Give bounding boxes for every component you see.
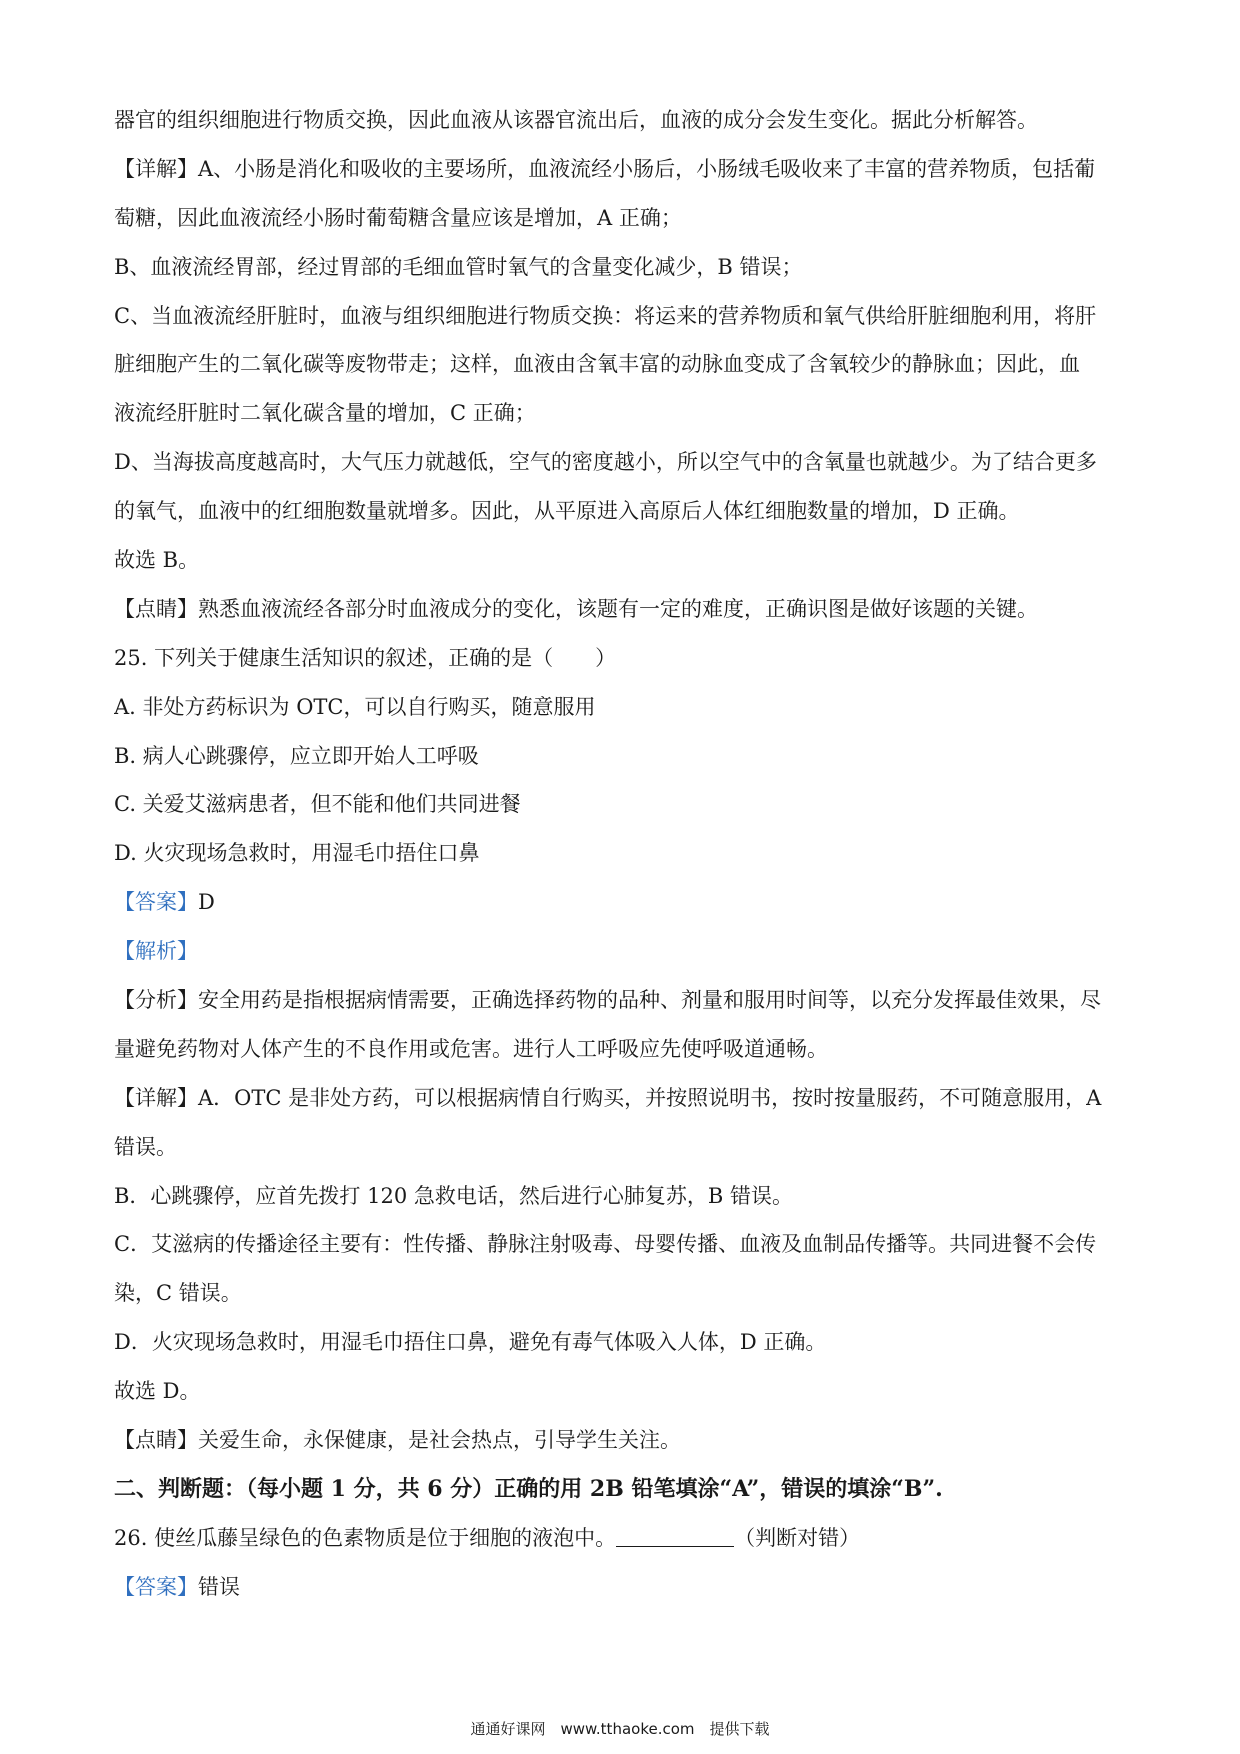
text-line: 【详解】A．OTC 是非处方药，可以根据病情自行购买，并按照说明书，按时按量服药，不可随意服用，A (114, 1085, 1102, 1110)
analysis-tag: 【解析】 (114, 939, 198, 964)
document-body (114, 96, 1130, 1612)
page-footer: 通通好课网 www.tthaoke.com 提供下载 (470, 1720, 770, 1738)
question-26-text: 26. 使丝瓜藤呈绿色的色素物质是位于细胞的液泡中。 (114, 1525, 617, 1550)
question-26-suffix: （判断对错） (734, 1525, 861, 1550)
analysis-tag-line (114, 927, 1130, 976)
text-line: 错误。 (114, 1134, 177, 1159)
text-line: D、当海拔高度越高时，大气压力就越低，空气的密度越小，所以空气中的含氧量也就越少。为了结合更多 (114, 450, 1097, 475)
text-line: 萄糖，因此血液流经小肠时葡萄糖含量应该是增加，A 正确； (114, 205, 682, 230)
text-line: B．心跳骤停，应首先拨打 120 急救电话，然后进行心肺复苏，B 错误。 (114, 1183, 793, 1208)
text-line: 故选 D。 (114, 1379, 201, 1404)
option-a: A. 非处方药标识为 OTC，可以自行购买，随意服用 (114, 694, 596, 719)
question-26 (114, 1514, 1130, 1563)
text-line: D．火灾现场急救时，用湿毛巾捂住口鼻，避免有毒气体吸入人体，D 正确。 (114, 1330, 827, 1355)
option-d: D. 火灾现场急救时，用湿毛巾捂住口鼻 (114, 841, 480, 866)
text-line: B、血液流经胃部，经过胃部的毛细血管时氧气的含量变化减少，B 错误； (114, 254, 803, 279)
text-line: 【详解】A、小肠是消化和吸收的主要场所，血液流经小肠后，小肠绒毛吸收来了丰富的营养物质，包括葡 (114, 156, 1096, 181)
text-line: 器官的组织细胞进行物质交换，因此血液从该器官流出后，血液的成分会发生变化。据此分析解答。 (114, 108, 1038, 132)
text-line: 【点睛】熟悉血液流经各部分时血液成分的变化，该题有一定的难度，正确识图是做好该题的关键。 (114, 596, 1038, 621)
text-line: 【分析】安全用药是指根据病情需要，正确选择药物的品种、剂量和服用时间等，以充分发挥最佳效果，尽 (114, 988, 1101, 1013)
text-line: 染，C 错误。 (114, 1281, 242, 1306)
option-b: B. 病人心跳骤停，应立即开始人工呼吸 (114, 743, 479, 768)
answer-tag: 【答案】 (114, 890, 198, 915)
answer-value: D (198, 890, 215, 915)
answer-line-25 (114, 878, 1130, 927)
section-heading: 二、判断题：（每小题 1 分，共 6 分）正确的用 2B 铅笔填涂“A”，错误的填涂“B”. (114, 1475, 943, 1502)
text-line: 的氧气，血液中的红细胞数量就增多。因此，从平原进入高原后人体红细胞数量的增加，D 正确。 (114, 499, 1020, 524)
text-line: 故选 B。 (114, 548, 200, 573)
question-25: 25. 下列关于健康生活知识的叙述，正确的是（ ） (114, 645, 617, 670)
answer-value: 错误 (198, 1574, 240, 1599)
text-line: 【点睛】关爱生命，永保健康，是社会热点，引导学生关注。 (114, 1428, 681, 1453)
text-line: C、当血液流经肝脏时，血液与组织细胞进行物质交换：将运来的营养物质和氧气供给肝脏细胞利用，将肝 (114, 303, 1097, 328)
text-line: C．艾滋病的传播途径主要有：性传播、静脉注射吸毒、母婴传播、血液及血制品传播等。共同进餐不会传 (114, 1232, 1097, 1257)
answer-tag: 【答案】 (114, 1574, 198, 1599)
text-line: 脏细胞产生的二氧化碳等废物带走；这样，血液由含氧丰富的动脉血变成了含氧较少的静脉血；因此，血 (114, 352, 1080, 377)
text-line: 液流经肝脏时二氧化碳含量的增加，C 正确； (114, 401, 536, 426)
answer-blank (616, 1526, 734, 1547)
option-c: C. 关爱艾滋病患者，但不能和他们共同进餐 (114, 792, 521, 817)
text-line: 量避免药物对人体产生的不良作用或危害。进行人工呼吸应先使呼吸道通畅。 (114, 1036, 828, 1061)
answer-line-26 (114, 1563, 1130, 1612)
